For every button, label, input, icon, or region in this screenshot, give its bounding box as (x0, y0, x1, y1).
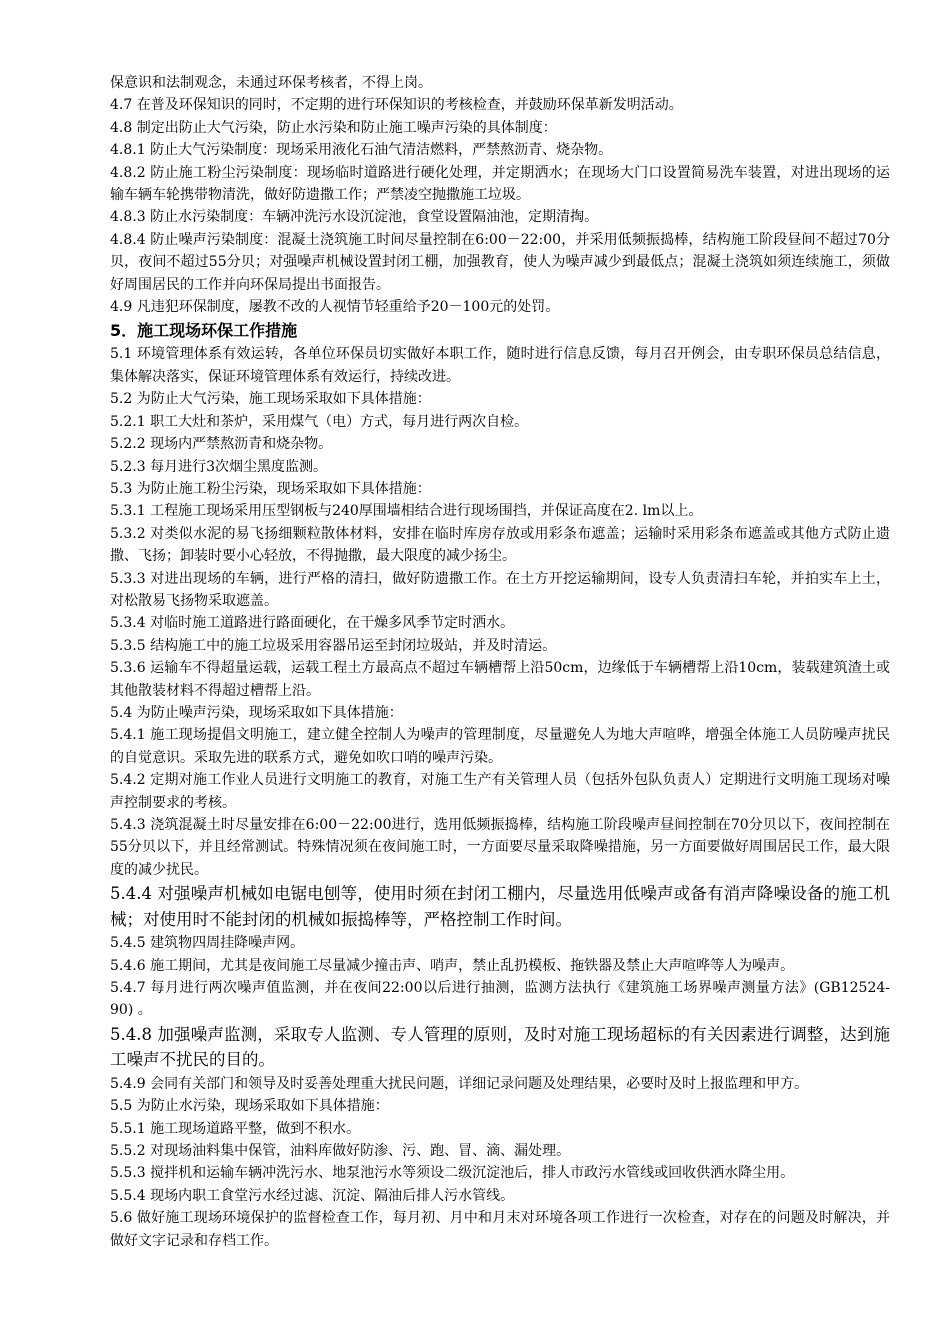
paragraph: 4.8 制定出防止大气污染，防止水污染和防止施工噪声污染的具体制度： (110, 119, 557, 136)
paragraph: 5.2.1 职工大灶和茶炉，采用煤气（电）方式，每月进行两次自检。 (110, 413, 529, 430)
paragraph: 5.4.9 会同有关部门和领导及时妥善处理重大扰民问题，详细记录问题及处理结果，必要时及时上报监理和甲方。 (110, 1075, 809, 1092)
section-heading: 5．施工现场环保工作措施 (110, 321, 298, 341)
paragraph: 保意识和法制观念，未通过环保考核者，不得上岗。 (110, 75, 432, 91)
paragraph: 5.4.8 加强噪声监测，采取专人监测、专人管理的原则，及时对施工现场超标的有关因素进行调整，达到施工噪声不扰民的目的。 (110, 1024, 890, 1070)
document-page (110, 72, 890, 1252)
paragraph: 5.5 为防止水污染，现场采取如下具体措施： (110, 1098, 389, 1115)
paragraph: 5.2 为防止大气污染，施工现场采取如下具体措施： (110, 391, 431, 408)
paragraph: 5.1 环境管理体系有效运转，各单位环保员切实做好本职工作，随时进行信息反馈，每月召开例会，由专职环保员总结信息，集体解决落实，保证环境管理体系有效运行，持续改进。 (110, 346, 890, 385)
paragraph: 5.3.4 对临时施工道路进行路面硬化，在干燥多风季节定时洒水。 (110, 615, 515, 632)
paragraph: 5.4 为防止噪声污染，现场采取如下具体措施： (110, 704, 403, 721)
paragraph: 5.4.7 每月进行两次噪声值监测，并在夜间22:00以后进行抽测，监测方法执行《建筑施工场界噪声测量方法》(GB12524-90) 。 (110, 980, 890, 1019)
paragraph: 5.3.3 对进出现场的车辆，进行严格的清扫，做好防遗撒工作。在土方开挖运输期间，设专人负责清扫车轮，并拍实车上土，对松散易飞扬物采取遮盖。 (110, 570, 890, 609)
paragraph: 5.4.2 定期对施工作业人员进行文明施工的教育，对施工生产有关管理人员（包括外包队负责人）定期进行文明施工现场对噪声控制要求的考核。 (110, 772, 890, 811)
paragraph: 5.4.1 施工现场提倡文明施工，建立健全控制人为噪声的管理制度，尽量避免人为地大声喧哗，增强全体施工人员防噪声扰民的自觉意识。采取先进的联系方式，避免如吹口哨的噪声污染。 (110, 727, 890, 766)
paragraph: 4.8.1 防止大气污染制度：现场采用液化石油气清洁燃料，严禁熬沥青、烧杂物。 (110, 142, 613, 159)
paragraph: 5.3.2 对类似水泥的易飞扬细颗粒散体材料，安排在临时库房存放或用彩条布遮盖；运输时采用彩条布遮盖或其他方式防止遗撒、飞扬；卸装时要小心轻放，不得抛撒，最大限度的减少扬尘。 (110, 525, 890, 565)
paragraph: 5.3.1 工程施工现场采用压型钢板与240厚围墙相结合进行现场围挡，并保证高度在2. lm以上。 (110, 503, 703, 520)
paragraph: 4.7 在普及环保知识的同时，不定期的进行环保知识的考核检查，并鼓励环保革新发明活动。 (110, 97, 683, 114)
paragraph: 5.4.4 对强噪声机械如电锯电刨等，使用时须在封闭工棚内，尽量选用低噪声或备有消声降噪设备的施工机械；对使用时不能封闭的机械如振捣棒等，严格控制工作时间。 (110, 884, 890, 929)
paragraph: 4.9 凡违犯环保制度，屡教不改的人视情节轻重给予20－100元的处罚。 (110, 299, 560, 316)
paragraph: 4.8.2 防止施工粉尘污染制度：现场临时道路进行硬化处理，并定期洒水；在现场大门口设置简易洗车装置，对进出现场的运输车辆车轮携带物清洗，做好防遗撒工作；严禁凌空抛撒施工垃圾。 (110, 164, 890, 204)
paragraph: 5.4.6 施工期间，尤其是夜间施工尽量减少撞击声、哨声，禁止乱扔模板、拖铁器及禁止大声喧哗等人为噪声。 (110, 957, 795, 974)
paragraph: 5.2.2 现场内严禁熬沥青和烧杂物。 (110, 436, 333, 453)
paragraph: 5.3.6 运输车不得超量运载，运载工程土方最高点不超过车辆槽帮上沿50cm，边缘低于车辆槽帮上沿10cm，装载建筑渣土或其他散装材料不得超过槽帮上沿。 (110, 660, 890, 699)
paragraph: 5.5.3 搅拌机和运输车辆冲洗污水、地泵池污水等须设二级沉淀池后，排人市政污水管线或回收供洒水降尘用。 (110, 1165, 795, 1182)
paragraph: 4.8.3 防止水污染制度：车辆冲洗污水设沉淀池，食堂设置隔油池，定期清掏。 (110, 209, 599, 226)
paragraph: 4.8.4 防止噪声污染制度：混凝土浇筑施工时间尽量控制在6:00－22:00，并采用低频振捣棒，结构施工阶段昼间不超过70分贝，夜间不超过55分贝；对强噪声机械设置封闭工棚，加强教育，使人为噪声减少到最低点；混凝土浇筑如须连续施工，须做好周围居民的工作并向环保局提出书面报告。 (110, 231, 890, 293)
paragraph: 5.6 做好施工现场环境保护的监督检查工作，每月初、月中和月末对环境各项工作进行一次检查，对存在的问题及时解决，并做好文字记录和存档工作。 (110, 1210, 890, 1249)
paragraph: 5.3 为防止施工粉尘污染，现场采取如下具体措施： (110, 480, 431, 497)
paragraph: 5.4.3 浇筑混凝土时尽量安排在6:00－22:00进行，选用低频振捣棒，结构施工阶段噪声昼间控制在70分贝以下，夜间控制在55分贝以下，并且经常测试。特殊情况须在夜间施工时，一方面要尽量采取降噪措施，另一方面要做好周围居民工作，最大限度的减少扰民。 (110, 817, 890, 878)
paragraph: 5.3.5 结构施工中的施工垃圾采用容器吊运至封闭垃圾站，并及时清运。 (110, 637, 557, 654)
paragraph: 5.5.2 对现场油料集中保管，油料库做好防渗、污、跑、冒、滴、漏处理。 (110, 1143, 571, 1160)
paragraph: 5.5.4 现场内职工食堂污水经过滤、沉淀、隔油后排人污水管线。 (110, 1187, 515, 1204)
paragraph: 5.5.1 施工现场道路平整，做到不积水。 (110, 1120, 361, 1137)
paragraph: 5.4.5 建筑物四周挂降噪声网。 (110, 935, 305, 952)
paragraph: 5.2.3 每月进行3次烟尘黑度监测。 (110, 458, 327, 475)
